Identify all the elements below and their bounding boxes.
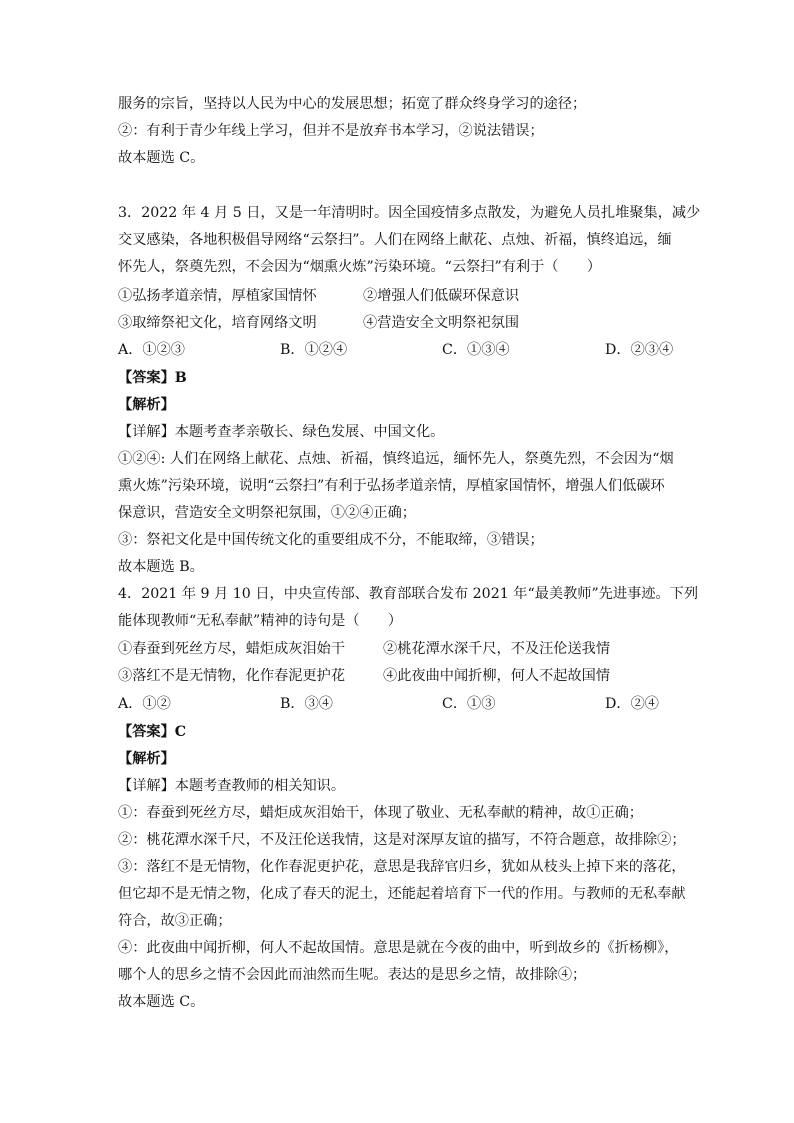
intro-line-3: 故本题选 C。	[118, 150, 205, 166]
q4-statement-3: ③落红不是无情物，化作春泥更护花	[118, 668, 346, 684]
q3-stem-line-3: 怀先人，祭奠先烈，不会因为“烟熏火炼”污染环境。“云祭扫”有利于（ ）	[118, 259, 602, 275]
q4-detail-line-2: ①：春蚕到死丝方尽，蜡炬成灰泪始干，体现了敬业、无私奉献的精神，故①正确；	[118, 805, 643, 821]
q3-stem-line-1: 3．2022 年 4 月 5 日，又是一年清明时。因全国疫情多点散发，为避免人员扎堆聚集，减少	[118, 205, 701, 221]
q4-stem-line-1: 4．2021 年 9 月 10 日，中央宣传部、教育部联合发布 2021 年“最美教师”先进事迹。下列	[118, 586, 699, 602]
q4-statement-4: ④此夜曲中闻折柳，何人不起故国情	[383, 668, 611, 684]
q3-statement-1: ①弘扬孝道亲情，厚植家国情怀	[118, 288, 317, 304]
q3-detail-line-6: 故本题选 B。	[118, 559, 204, 575]
intro-line-2: ②：有利于青少年线上学习，但并不是放弃书本学习，②说法错误；	[118, 123, 544, 139]
q3-detail-line-5: ③：祭祀文化是中国传统文化的重要组成不分，不能取缔，③错误；	[118, 532, 544, 548]
q3-analysis-title: 【解析】	[118, 397, 175, 413]
q4-stem-line-2: 能体现教师“无私奉献”精神的诗句是（ ）	[118, 613, 403, 629]
q4-choice-a: A．①②	[118, 696, 171, 712]
q4-choice-b: B．③④	[280, 696, 333, 712]
q3-choice-c: C．①③④	[442, 342, 510, 358]
intro-line-1: 服务的宗旨，坚持以人民为中心的发展思想；拓宽了群众终身学习的途径；	[118, 96, 587, 112]
q3-detail-line-2: ①②④: 人们在网络上献花、点烛、祈福，慎终追远，缅怀先人，祭奠先烈，不会因为“烟	[118, 451, 674, 467]
q4-statement-1: ①春蚕到死丝方尽，蜡炬成灰泪始干	[118, 641, 346, 657]
q3-stem-line-2: 交叉感染，各地积极倡导网络“云祭扫”。人们在网络上献花、点烛、祈福，慎终追远，缅	[118, 232, 672, 248]
q3-choice-d: D．②③④	[605, 342, 674, 358]
q4-detail-line-6: 符合，故③正确；	[118, 913, 232, 929]
q3-detail-line-4: 保意识，营造安全文明祭祀氛围，①②④正确；	[118, 505, 416, 521]
q3-choice-b: B．①②④	[280, 342, 348, 358]
q4-detail-line-5: 但它却不是无情之物，化成了春天的泥土，还能起着培育下一代的作用。与教师的无私奉献	[118, 886, 686, 902]
q4-answer: 【答案】C	[118, 724, 187, 740]
q3-detail-line-1: 【详解】本题考查孝亲敬长、绿色发展、中国文化。	[118, 424, 445, 440]
q4-choice-c: C．①③	[442, 696, 496, 712]
q3-choice-a: A．①②③	[118, 342, 185, 358]
q4-detail-line-3: ②：桃花潭水深千尺，不及汪伦送我情，这是对深厚友谊的描写，不符合题意，故排除②；	[118, 832, 686, 848]
q3-statement-3: ③取缔祭祀文化，培育网络文明	[118, 315, 317, 331]
q3-answer: 【答案】B	[118, 370, 187, 386]
q4-choice-d: D．②④	[605, 696, 659, 712]
q4-statement-2: ②桃花潭水深千尺，不及汪伦送我情	[383, 641, 611, 657]
q4-analysis-title: 【解析】	[118, 751, 175, 767]
q4-detail-line-9: 故本题选 C。	[118, 994, 205, 1010]
q3-statement-2: ②增强人们低碳环保意识	[363, 288, 520, 304]
q4-detail-line-7: ④：此夜曲中闻折柳，何人不起故国情。意思是就在今夜的曲中，听到故乡的《折杨柳》，	[118, 940, 679, 956]
q4-detail-line-8: 哪个人的思乡之情不会因此而油然而生呢。表达的是思乡之情，故排除④；	[118, 967, 587, 983]
q4-detail-line-1: 【详解】本题考查教师的相关知识。	[118, 778, 346, 794]
q4-detail-line-4: ③：落红不是无情物，化作春泥更护花，意思是我辞官归乡，犹如从枝头上掉下来的落花，	[118, 859, 686, 875]
q3-statement-4: ④营造安全文明祭祀氛围	[363, 315, 520, 331]
q3-detail-line-3: 熏火炼”污染环境，说明“云祭扫”有利于弘扬孝道亲情，厚植家国情怀，增强人们低碳环	[118, 478, 665, 494]
